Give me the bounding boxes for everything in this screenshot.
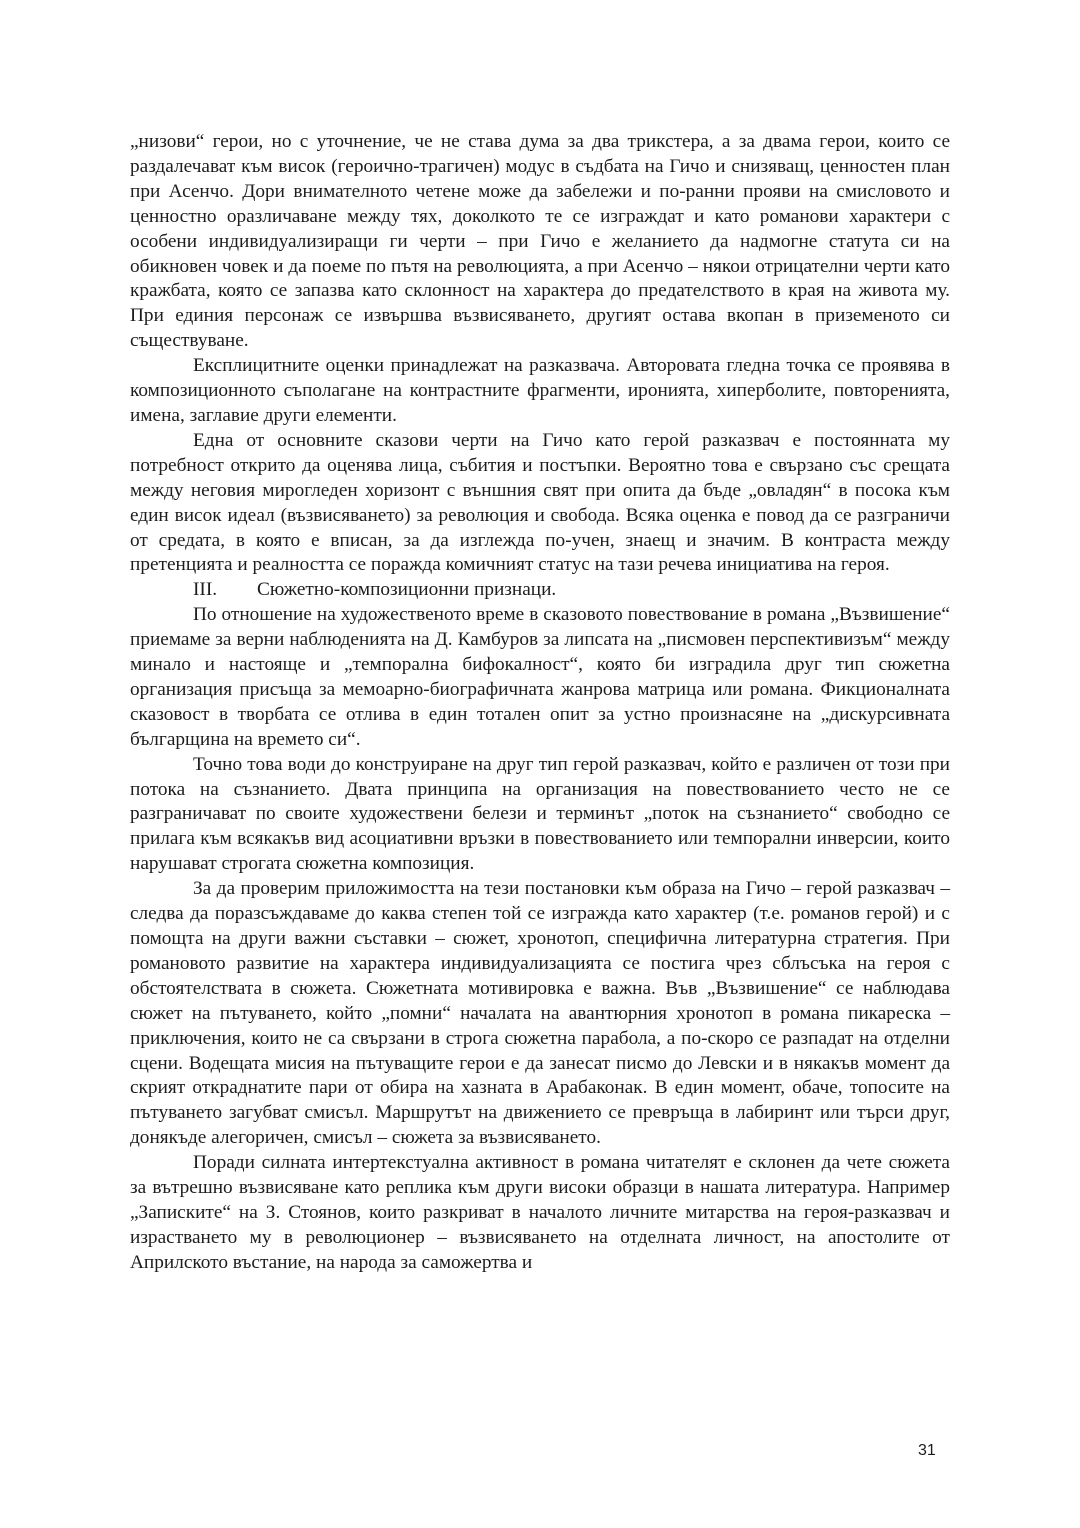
paragraph-6: За да проверим приложимостта на тези постановки към образа на Гичо – герой разказвач – следва да поразсъждаваме до каква степен той се изгражда като характер (т.е. романов герой) и с помощта на други важни съставки – сюжет, хронотоп, специфична литературна стратегия. При романовото развитие на характера индивидуализацията се постига чрез сблъсъка на героя с обстоятелствата в сюжета. Сюжетната мотивировка е важна. Във „Възвишение“ се наблюдава сюжет на пътуването, който „помни“ началата на авантюрния хронотоп в романа пикареска – приключения, които не са свързани в строга сюжетна парабола, а по-скоро се разпадат на отделни сцени. Водещата мисия на пътуващите герои е да занесат писмо до Левски и в някакъв момент да скрият откраднатите пари от обира на хазната в Арабаконак. В един момент, обаче, топосите на пътуването загубват смисъл. Маршрутът на движението се превръща в лабиринт или търси друг, донякъде алегоричен, смисъл – сюжета за възвисяването. [130,878,950,1149]
document-page [130,130,950,1276]
paragraph-3: Една от основните сказови черти на Гичо като герой разказвач е постоянната му потребност открито да оценява лица, събития и постъпки. Вероятно това е свързано със срещата между неговия мирогледен хоризонт с външния свят при опита да бъде „овладян“ в посока към един висок идеал (възвисяването) за революция и свобода. Всяка оценка е повод да се разграничи от средата, в която е вписан, за да изглежда по-учен, знаещ и значим. В контраста между претенцията и реалността се поражда комичният статус на тази речева инициатива на героя. [130,429,950,576]
paragraph-1: „низови“ герои, но с уточнение, че не става дума за два трикстера, а за двама герои, които се раздалечават към висок (героично-трагичен) модус в съдбата на Гичо и снизяващ, ценностен план при Асенчо. Дори внимателното четене може да забележи и по-ранни прояви на смисловото и ценностно оразличаване между тях, доколкото те се изграждат и като романови характери с особени индивидуализиращи ги черти – при Гичо е желанието да надмогне статута си на обикновен човек и да поеме по пътя на революцията, а при Асенчо – някои отрицателни черти като кражбата, която се запазва като склонност на характера до предателството в края на живота му. При единия персонаж се извършва възвисяването, другият остава вкопан в приземеното си съществуване. [130,131,950,352]
paragraph-4: По отношение на художественото време в сказовото повествование в романа „Възвишение“ приемаме за верни наблюденията на Д. Камбуров за липсата на „писмовен перспективизъм“ между минало и настояще и „темпорална бифокалност“, която би изградила друг тип сюжетна организация присъща за мемоарно-биографичната жанрова матрица или романа. Фикционалната сказовост в творбата се отлива в един тотален опит за устно произнасяне на „дискурсивната българщина на времето си“. [130,604,950,750]
paragraph-2: Експлицитните оценки принадлежат на разказвача. Авторовата гледна точка се проявява в композиционното съполагане на контрастните фрагменти, иронията, хиперболите, повторенията, имена, заглавие други елементи. [130,355,950,426]
paragraph-5: Точно това води до конструиране на друг тип герой разказвач, който е различен от този при потока на съзнанието. Двата принципа на организация на повествованието често не се разграничават по своите художествени белези и терминът „поток на съзнанието“ свободно се прилага към всякакъв вид асоциативни връзки в повествованието или темпорални инверсии, които нарушават строгата сюжетна композиция. [130,753,950,875]
paragraph-7: Поради силната интертекстуална активност в романа читателят е склонен да чете сюжета за вътрешно възвисяване като реплика към други високи образци в нашата литература. Например „Записките“ на З. Стоянов, които разкриват в началото личните митарства на героя-разказвач и израстването му в революционер – възвисяването на отделната личност, на апостолите от Априлското въстание, на народа за саможертва и [130,1152,950,1273]
section-heading [130,578,950,603]
section-heading-number: III. [193,579,218,601]
page-number: 31 [918,1442,936,1459]
section-heading-title: Сюжетно-композиционни признаци. [257,579,557,601]
